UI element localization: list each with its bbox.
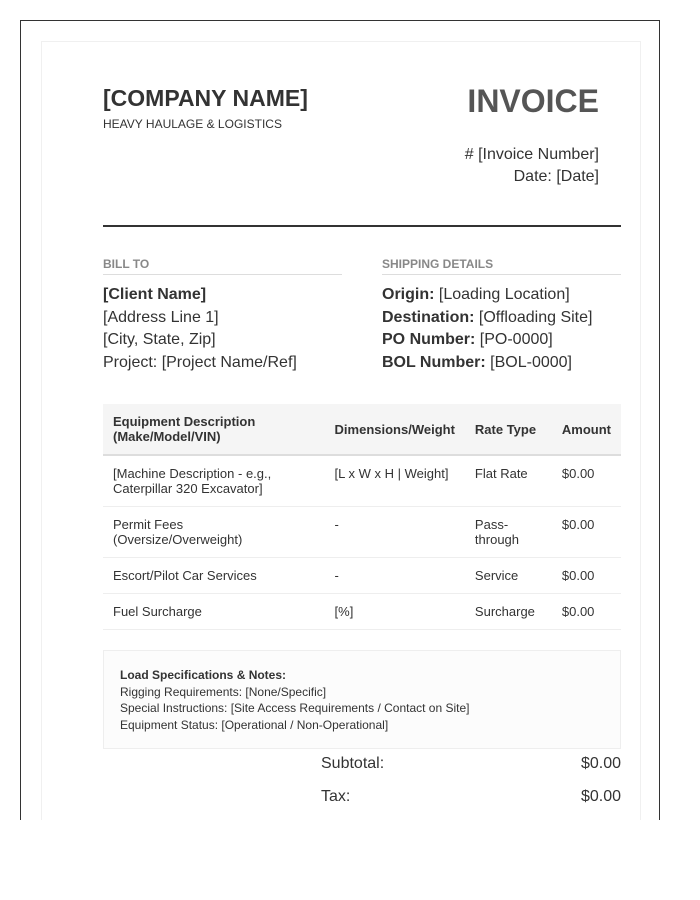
table-row: [103, 558, 621, 594]
shipping-details-heading: SHIPPING DETAILS: [382, 257, 621, 275]
tax-label: Tax:: [321, 788, 351, 805]
table-row: [103, 594, 621, 630]
table-cell: [L x W x H | Weight]: [325, 455, 465, 507]
notes-title: Load Specifications & Notes:: [120, 668, 287, 682]
column-header-rate-type: Rate Type: [465, 404, 552, 455]
shipping-details-block: [382, 284, 592, 374]
table-cell: $0.00: [552, 594, 621, 630]
destination-label: Destination:: [382, 308, 475, 326]
table-cell: $0.00: [552, 455, 621, 507]
bill-to-block: [103, 284, 297, 374]
document-frame: [20, 20, 660, 820]
table-header-row: [103, 404, 621, 455]
column-header-amount: Amount: [552, 404, 621, 455]
table-cell: Escort/Pilot Car Services: [103, 558, 325, 594]
table-cell: -: [325, 507, 465, 558]
destination-value: [Offloading Site]: [474, 308, 593, 326]
origin-line: [382, 284, 592, 307]
table-cell: Fuel Surcharge: [103, 594, 325, 630]
table-cell: [Machine Description - e.g., Caterpillar 320 Excavator]: [103, 455, 325, 507]
project-ref: Project: [Project Name/Ref]: [103, 353, 297, 371]
invoice-number: # [Invoice Number]: [464, 146, 599, 163]
subtotal-value: $0.00: [580, 755, 621, 772]
address-line: [Address Line 1]: [103, 308, 219, 326]
table-cell: Flat Rate: [465, 455, 552, 507]
bol-number-line: [382, 352, 592, 375]
table-row: [103, 455, 621, 507]
po-number-value: [PO-0000]: [475, 331, 553, 348]
bol-number-label: BOL Number:: [382, 353, 486, 371]
table-row: [103, 507, 621, 558]
invoice-title: INVOICE: [467, 83, 599, 119]
table-cell: Surcharge: [465, 594, 552, 630]
invoice-date: Date: [Date]: [513, 168, 599, 185]
table-cell: [%]: [325, 594, 465, 630]
city-state-zip: [City, State, Zip]: [103, 331, 216, 348]
table-cell: Service: [465, 558, 552, 594]
table-cell: Permit Fees (Oversize/Overweight): [103, 507, 325, 558]
header-divider: [103, 225, 621, 227]
column-header-description: Equipment Description (Make/Model/VIN): [103, 404, 325, 455]
column-header-dimensions: Dimensions/Weight: [325, 404, 465, 455]
invoice-meta: [465, 144, 599, 188]
po-number-label: PO Number:: [382, 331, 476, 348]
tax-value: $0.00: [580, 788, 621, 805]
line-items-table: [103, 404, 621, 630]
po-number-line: [382, 329, 592, 352]
table-cell: Pass-through: [465, 507, 552, 558]
notes-box: [103, 650, 621, 749]
company-tagline: HEAVY HAULAGE & LOGISTICS: [103, 117, 282, 131]
table-cell: -: [325, 558, 465, 594]
table-cell: $0.00: [552, 507, 621, 558]
client-name: [Client Name]: [103, 286, 207, 303]
note-line: Equipment Status: [Operational / Non-Operational]: [120, 717, 389, 732]
company-name: [COMPANY NAME]: [103, 85, 308, 111]
subtotal-label: Subtotal:: [321, 755, 385, 772]
note-line: Special Instructions: [Site Access Requirements / Contact on Site]: [120, 701, 470, 715]
destination-line: [382, 307, 592, 330]
bill-to-heading: BILL TO: [103, 257, 342, 275]
origin-value: [Loading Location]: [434, 286, 570, 303]
origin-label: Origin:: [382, 286, 435, 303]
bol-number-value: [BOL-0000]: [485, 353, 572, 371]
table-cell: $0.00: [552, 558, 621, 594]
note-line: Rigging Requirements: [None/Specific]: [120, 684, 327, 699]
invoice-page: [41, 41, 641, 820]
